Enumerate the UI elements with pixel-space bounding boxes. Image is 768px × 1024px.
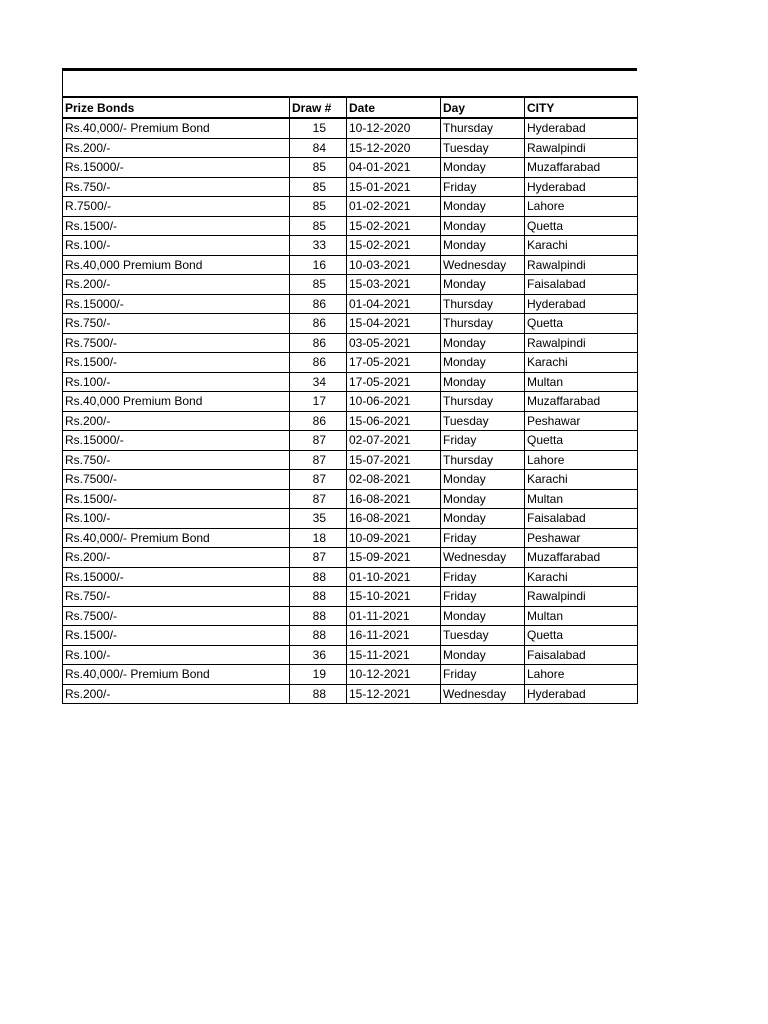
cell-day: Monday <box>441 353 525 373</box>
cell-prize-bond: Rs.100/- <box>63 372 290 392</box>
cell-draw-number: 88 <box>290 606 347 626</box>
table-row <box>63 587 638 607</box>
cell-city: Hyderabad <box>525 177 638 197</box>
cell-date: 10-03-2021 <box>347 255 441 275</box>
cell-draw-number: 17 <box>290 392 347 412</box>
cell-day: Friday <box>441 587 525 607</box>
cell-date: 15-02-2021 <box>347 236 441 256</box>
table-row <box>63 411 638 431</box>
cell-city: Quetta <box>525 626 638 646</box>
cell-prize-bond: Rs.40,000/- Premium Bond <box>63 528 290 548</box>
cell-prize-bond: Rs.200/- <box>63 138 290 158</box>
table-row <box>63 275 638 295</box>
table-row <box>63 333 638 353</box>
cell-date: 04-01-2021 <box>347 158 441 178</box>
cell-date: 15-10-2021 <box>347 587 441 607</box>
cell-prize-bond: Rs.40,000 Premium Bond <box>63 255 290 275</box>
cell-date: 17-05-2021 <box>347 372 441 392</box>
cell-city: Hyderabad <box>525 684 638 704</box>
cell-prize-bond: Rs.200/- <box>63 684 290 704</box>
cell-draw-number: 88 <box>290 626 347 646</box>
cell-city: Lahore <box>525 665 638 685</box>
table-row <box>63 138 638 158</box>
cell-date: 15-02-2021 <box>347 216 441 236</box>
table-row <box>63 197 638 217</box>
table-row <box>63 665 638 685</box>
cell-city: Multan <box>525 606 638 626</box>
cell-day: Monday <box>441 509 525 529</box>
table-row <box>63 372 638 392</box>
header-prize-bonds: Prize Bonds <box>63 97 290 118</box>
cell-prize-bond: R.7500/- <box>63 197 290 217</box>
cell-prize-bond: Rs.750/- <box>63 587 290 607</box>
cell-prize-bond: Rs.200/- <box>63 548 290 568</box>
cell-day: Friday <box>441 665 525 685</box>
cell-draw-number: 88 <box>290 684 347 704</box>
cell-city: Muzaffarabad <box>525 548 638 568</box>
cell-draw-number: 18 <box>290 528 347 548</box>
table-row <box>63 177 638 197</box>
cell-city: Hyderabad <box>525 294 638 314</box>
cell-city: Karachi <box>525 470 638 490</box>
cell-date: 15-04-2021 <box>347 314 441 334</box>
cell-city: Rawalpindi <box>525 138 638 158</box>
cell-day: Monday <box>441 372 525 392</box>
cell-prize-bond: Rs.40,000/- Premium Bond <box>63 118 290 138</box>
cell-day: Thursday <box>441 118 525 138</box>
cell-day: Monday <box>441 470 525 490</box>
cell-city: Karachi <box>525 567 638 587</box>
cell-city: Lahore <box>525 197 638 217</box>
cell-city: Faisalabad <box>525 275 638 295</box>
cell-date: 15-01-2021 <box>347 177 441 197</box>
cell-city: Lahore <box>525 450 638 470</box>
cell-city: Rawalpindi <box>525 255 638 275</box>
cell-prize-bond: Rs.15000/- <box>63 431 290 451</box>
cell-day: Monday <box>441 645 525 665</box>
cell-draw-number: 86 <box>290 411 347 431</box>
cell-prize-bond: Rs.750/- <box>63 177 290 197</box>
cell-city: Faisalabad <box>525 645 638 665</box>
header-day: Day <box>441 97 525 118</box>
cell-city: Karachi <box>525 353 638 373</box>
cell-date: 17-05-2021 <box>347 353 441 373</box>
cell-city: Hyderabad <box>525 118 638 138</box>
cell-date: 16-11-2021 <box>347 626 441 646</box>
cell-date: 01-04-2021 <box>347 294 441 314</box>
cell-day: Thursday <box>441 314 525 334</box>
cell-prize-bond: Rs.1500/- <box>63 489 290 509</box>
cell-prize-bond: Rs.40,000/- Premium Bond <box>63 665 290 685</box>
prize-bond-draw-table <box>62 96 638 704</box>
cell-draw-number: 84 <box>290 138 347 158</box>
cell-prize-bond: Rs.100/- <box>63 645 290 665</box>
table-row <box>63 548 638 568</box>
cell-date: 10-06-2021 <box>347 392 441 412</box>
cell-date: 10-09-2021 <box>347 528 441 548</box>
cell-day: Monday <box>441 158 525 178</box>
cell-draw-number: 87 <box>290 470 347 490</box>
cell-draw-number: 34 <box>290 372 347 392</box>
cell-prize-bond: Rs.1500/- <box>63 353 290 373</box>
header-row <box>63 97 638 118</box>
cell-day: Friday <box>441 567 525 587</box>
cell-draw-number: 85 <box>290 216 347 236</box>
cell-date: 15-11-2021 <box>347 645 441 665</box>
cell-prize-bond: Rs.100/- <box>63 236 290 256</box>
cell-city: Rawalpindi <box>525 333 638 353</box>
table-row <box>63 450 638 470</box>
cell-day: Friday <box>441 431 525 451</box>
cell-prize-bond: Rs.750/- <box>63 450 290 470</box>
cell-prize-bond: Rs.1500/- <box>63 216 290 236</box>
table-row <box>63 314 638 334</box>
table-row <box>63 294 638 314</box>
cell-draw-number: 86 <box>290 353 347 373</box>
cell-date: 01-11-2021 <box>347 606 441 626</box>
cell-day: Monday <box>441 333 525 353</box>
cell-prize-bond: Rs.15000/- <box>63 567 290 587</box>
cell-date: 15-03-2021 <box>347 275 441 295</box>
cell-draw-number: 88 <box>290 587 347 607</box>
cell-date: 02-08-2021 <box>347 470 441 490</box>
table-row <box>63 626 638 646</box>
table-body <box>63 118 638 704</box>
table-row <box>63 509 638 529</box>
table-row <box>63 353 638 373</box>
table-row <box>63 470 638 490</box>
cell-prize-bond: Rs.200/- <box>63 411 290 431</box>
cell-day: Monday <box>441 236 525 256</box>
cell-city: Rawalpindi <box>525 587 638 607</box>
cell-day: Wednesday <box>441 255 525 275</box>
cell-city: Peshawar <box>525 411 638 431</box>
draw-schedule-sheet <box>62 68 637 704</box>
table-row <box>63 606 638 626</box>
cell-day: Tuesday <box>441 138 525 158</box>
cell-draw-number: 19 <box>290 665 347 685</box>
cell-draw-number: 87 <box>290 548 347 568</box>
cell-prize-bond: Rs.750/- <box>63 314 290 334</box>
cell-city: Multan <box>525 489 638 509</box>
cell-day: Thursday <box>441 294 525 314</box>
cell-prize-bond: Rs.1500/- <box>63 626 290 646</box>
cell-date: 01-10-2021 <box>347 567 441 587</box>
table-row <box>63 118 638 138</box>
header-city: CITY <box>525 97 638 118</box>
table-row <box>63 645 638 665</box>
cell-day: Thursday <box>441 450 525 470</box>
cell-city: Muzaffarabad <box>525 392 638 412</box>
cell-draw-number: 85 <box>290 275 347 295</box>
cell-day: Monday <box>441 216 525 236</box>
table-row <box>63 489 638 509</box>
cell-city: Muzaffarabad <box>525 158 638 178</box>
cell-day: Tuesday <box>441 626 525 646</box>
cell-day: Tuesday <box>441 411 525 431</box>
cell-date: 16-08-2021 <box>347 489 441 509</box>
table-row <box>63 528 638 548</box>
cell-day: Friday <box>441 528 525 548</box>
cell-prize-bond: Rs.7500/- <box>63 470 290 490</box>
cell-draw-number: 85 <box>290 158 347 178</box>
cell-draw-number: 33 <box>290 236 347 256</box>
table-row <box>63 567 638 587</box>
cell-prize-bond: Rs.15000/- <box>63 158 290 178</box>
cell-day: Wednesday <box>441 548 525 568</box>
cell-date: 10-12-2021 <box>347 665 441 685</box>
cell-date: 15-12-2020 <box>347 138 441 158</box>
table-header <box>63 97 638 118</box>
cell-date: 02-07-2021 <box>347 431 441 451</box>
cell-date: 10-12-2020 <box>347 118 441 138</box>
cell-date: 15-12-2021 <box>347 684 441 704</box>
cell-day: Monday <box>441 489 525 509</box>
table-row <box>63 216 638 236</box>
cell-prize-bond: Rs.200/- <box>63 275 290 295</box>
cell-draw-number: 85 <box>290 177 347 197</box>
cell-draw-number: 15 <box>290 118 347 138</box>
cell-prize-bond: Rs.100/- <box>63 509 290 529</box>
cell-city: Karachi <box>525 236 638 256</box>
cell-date: 01-02-2021 <box>347 197 441 217</box>
cell-day: Friday <box>441 177 525 197</box>
cell-day: Monday <box>441 197 525 217</box>
table-row <box>63 392 638 412</box>
cell-date: 15-09-2021 <box>347 548 441 568</box>
table-row <box>63 431 638 451</box>
cell-draw-number: 86 <box>290 294 347 314</box>
header-draw-number: Draw # <box>290 97 347 118</box>
cell-day: Monday <box>441 606 525 626</box>
cell-prize-bond: Rs.40,000 Premium Bond <box>63 392 290 412</box>
cell-city: Faisalabad <box>525 509 638 529</box>
cell-prize-bond: Rs.15000/- <box>63 294 290 314</box>
cell-draw-number: 86 <box>290 314 347 334</box>
cell-draw-number: 86 <box>290 333 347 353</box>
cell-date: 15-07-2021 <box>347 450 441 470</box>
cell-draw-number: 87 <box>290 450 347 470</box>
cell-date: 03-05-2021 <box>347 333 441 353</box>
cell-draw-number: 87 <box>290 431 347 451</box>
cell-draw-number: 36 <box>290 645 347 665</box>
cell-day: Wednesday <box>441 684 525 704</box>
cell-prize-bond: Rs.7500/- <box>63 333 290 353</box>
cell-city: Quetta <box>525 216 638 236</box>
cell-day: Thursday <box>441 392 525 412</box>
table-row <box>63 158 638 178</box>
header-date: Date <box>347 97 441 118</box>
empty-title-row <box>62 68 637 96</box>
cell-draw-number: 88 <box>290 567 347 587</box>
cell-draw-number: 85 <box>290 197 347 217</box>
cell-prize-bond: Rs.7500/- <box>63 606 290 626</box>
cell-city: Multan <box>525 372 638 392</box>
cell-city: Quetta <box>525 314 638 334</box>
cell-date: 16-08-2021 <box>347 509 441 529</box>
table-row <box>63 236 638 256</box>
cell-draw-number: 87 <box>290 489 347 509</box>
cell-city: Peshawar <box>525 528 638 548</box>
table-row <box>63 255 638 275</box>
cell-draw-number: 16 <box>290 255 347 275</box>
cell-day: Monday <box>441 275 525 295</box>
cell-draw-number: 35 <box>290 509 347 529</box>
cell-date: 15-06-2021 <box>347 411 441 431</box>
cell-city: Quetta <box>525 431 638 451</box>
table-row <box>63 684 638 704</box>
